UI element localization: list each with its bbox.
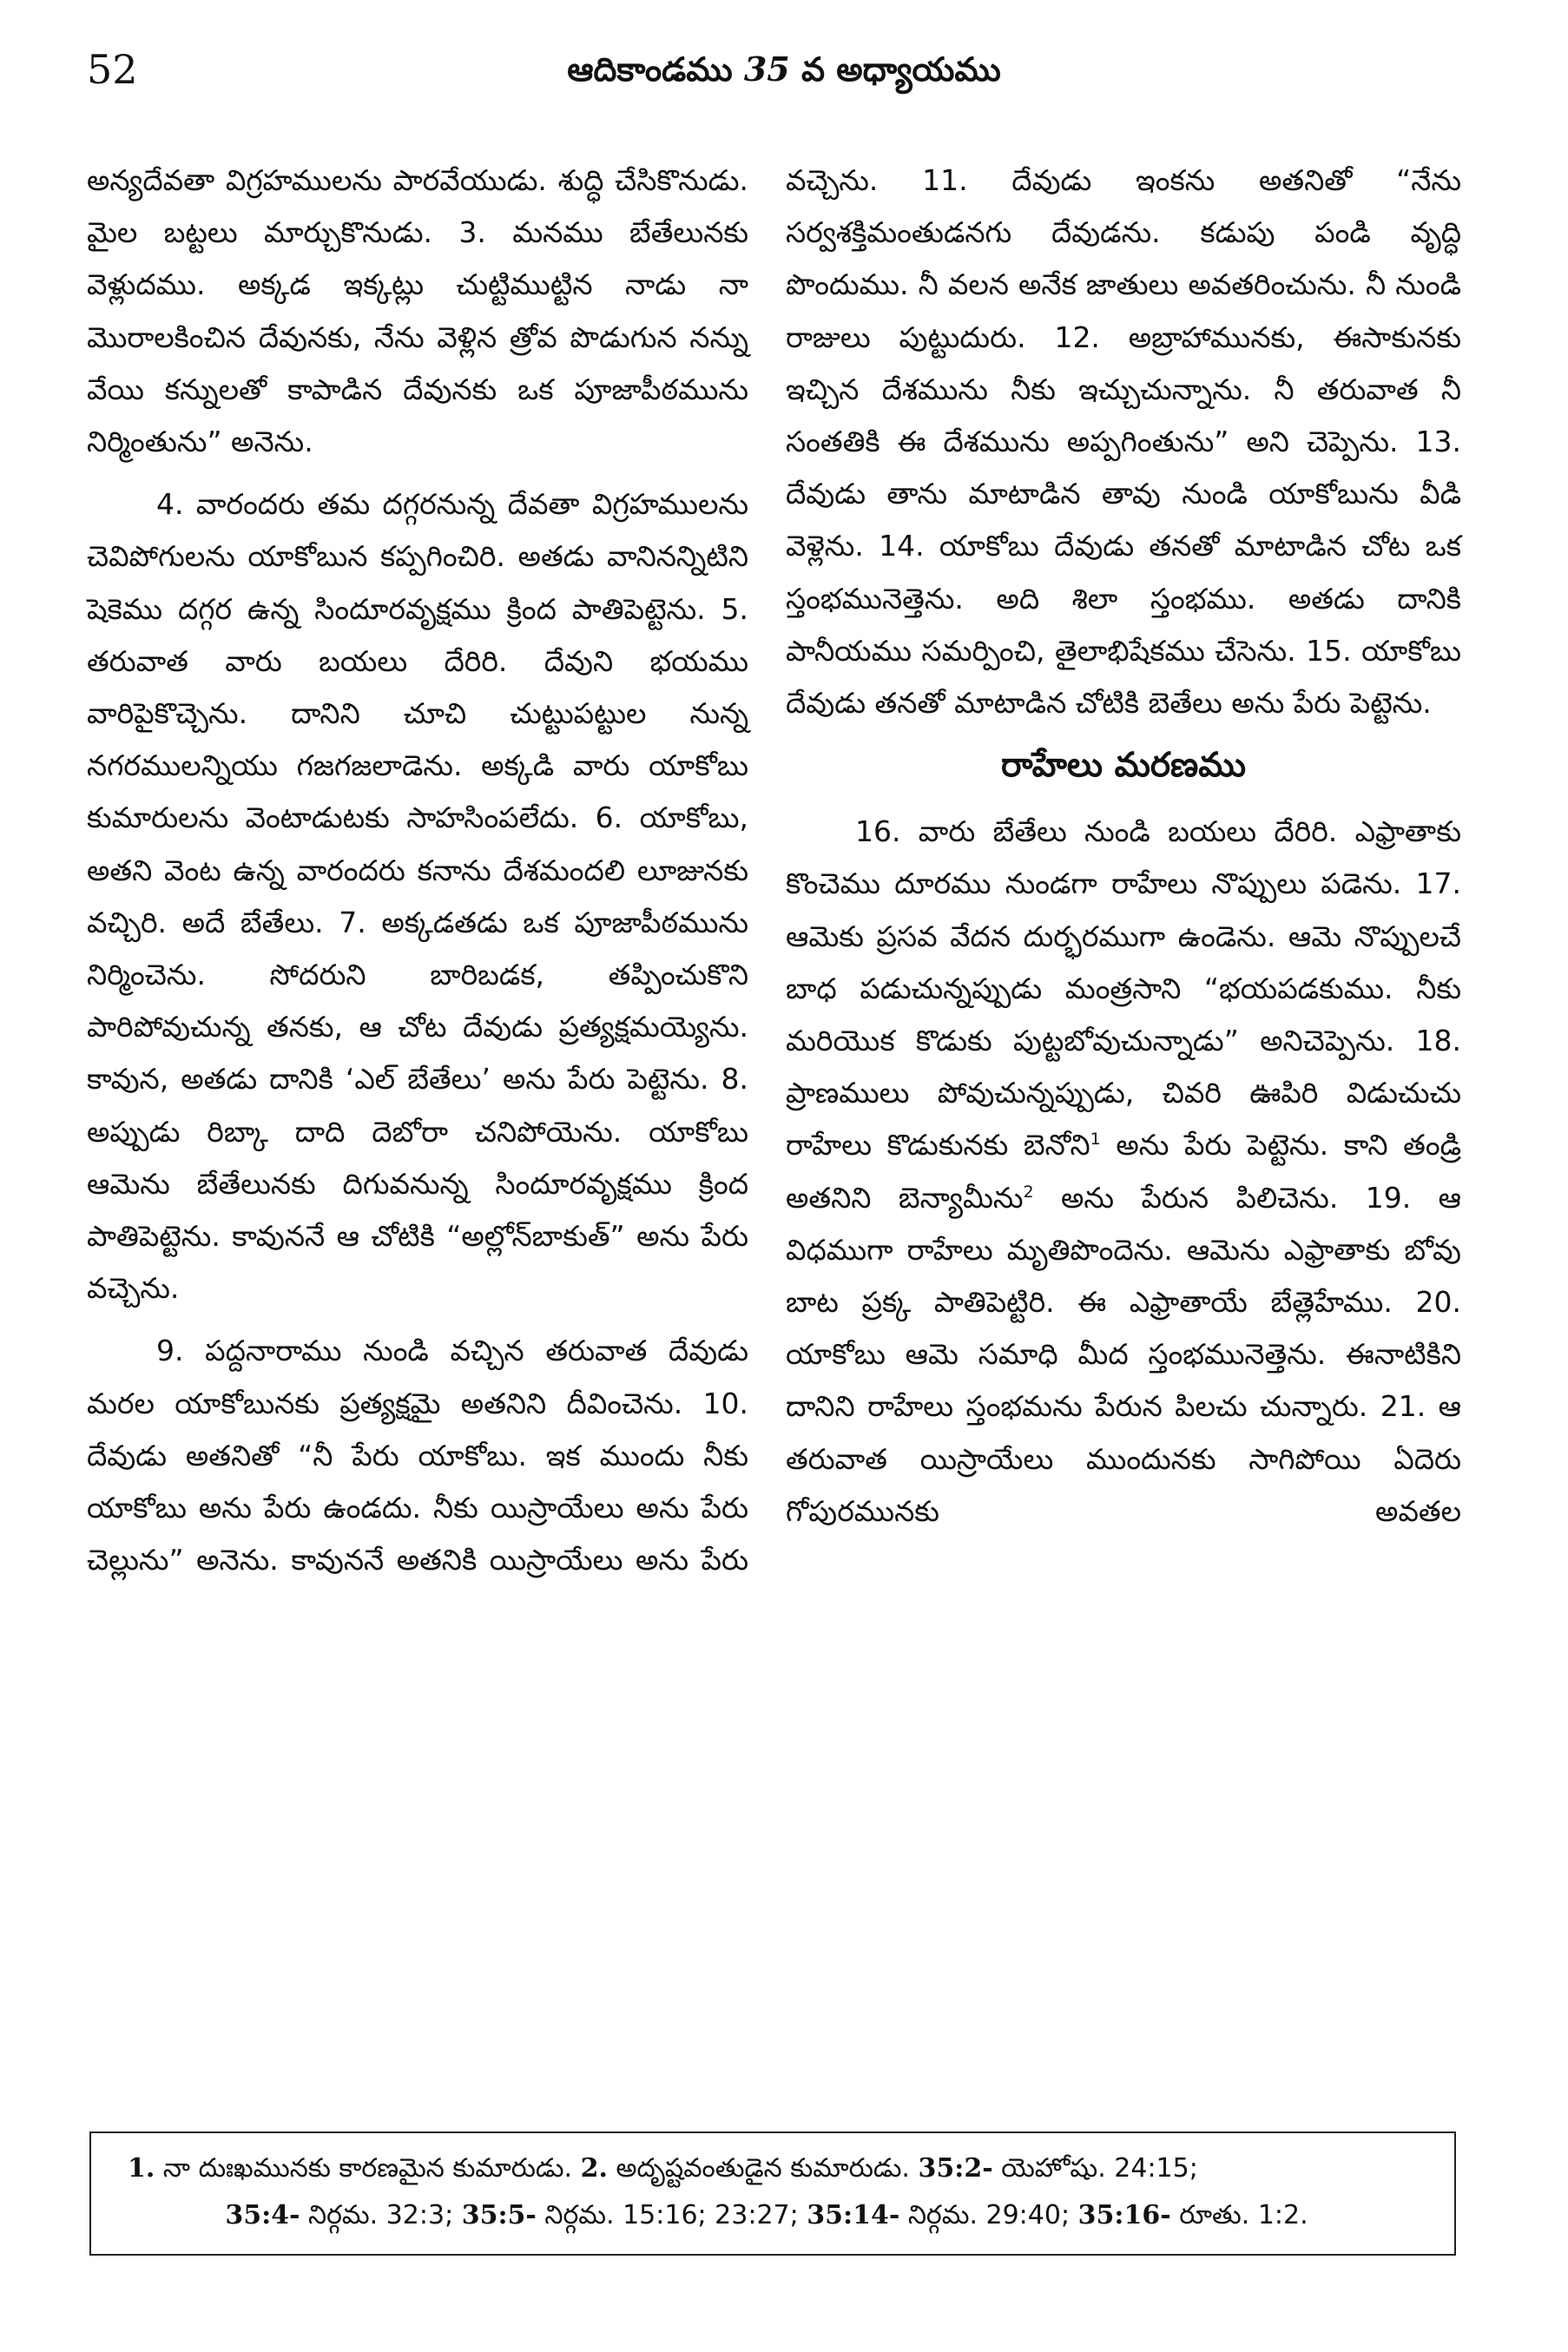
cross-reference-text: యెహోషు. 24:15;: [992, 2153, 1198, 2184]
footnote-line-1: [128, 2145, 1432, 2192]
right-paragraph-2-part-2: అను పేరు పెట్టెను. కాని తండ్రి అతనిని బెన్యామీను: [786, 1128, 1461, 1215]
cross-reference-text: రూతు. 1:2.: [1170, 2200, 1308, 2230]
footnote-text: నా దుఃఖమునకు కారణమైన కుమారుడు.: [155, 2153, 581, 2184]
chapter-number: 35: [743, 49, 790, 89]
running-title: [87, 43, 1481, 96]
footnotes-box: [89, 2131, 1456, 2256]
book-title: ఆదికాండము: [567, 50, 744, 89]
cross-reference-label: 35:4-: [225, 2200, 300, 2230]
cross-reference-text: నిర్గమ. 29:40;: [899, 2200, 1078, 2230]
left-paragraph-3: 9. పద్దనారాము నుండి వచ్చిన తరువాత దేవుడు మరల యాకోబునకు ప్రత్యక్షమై అతనిని దీవించెను. 10. దేవుడు అతనితో “నీ పేరు యాకోబు. ఇక ముందు నీకు యాకోబు అను పేరు ఉండదు. నీకు యిస్రాయేలు అను పేరు చెల్లును” అనెను. కావుననే అతనికి యిస్రాయేలు అను పేరు: [87, 1334, 748, 1578]
left-column: [87, 155, 748, 1586]
page-header: [87, 43, 1481, 104]
footnote-ref-2: 2: [1023, 1182, 1034, 1202]
left-paragraph-1: అన్యదేవతా విగ్రహములను పారవేయుడు. శుద్ధి చేసికొనుడు. మైల బట్టలు మార్చుకొనుడు. 3. మనము బేతేలునకు వెళ్లుదము. అక్కడ ఇక్కట్లు చుట్టిముట్టిన నాడు నా మొరాలకించిన దేవునకు, నేను వెళ్లిన త్రోవ పొడుగున నన్ను వేయి కన్నులతో కాపాడిన దేవునకు ఒక పూజాపీఠమును నిర్మింతును” అనెను.: [87, 163, 748, 459]
footnote-text: అదృష్టవంతుడైన కుమారుడు.: [607, 2153, 919, 2184]
right-paragraph-2-part-1: 16. వారు బేతేలు నుండి బయలు దేరిరి. ఎఫ్రాతాకు కొంచెము దూరము నుండగా రాహేలు నొప్పులు పడెను. 17. ఆమెకు ప్రసవ వేదన దుర్భరముగా ఉండెను. ఆమె నొప్పులచే బాధ పడుచున్నప్పుడు మంత్రసాని “భయపడకుము. నీకు మరియొక కొడుకు పుట్టబోవుచున్నాడు” అనిచెప్పెను. 18. ప్రాణములు పోవుచున్నప్పుడు, చివరి ఊపిరి విడుచుచు రాహేలు కొడుకునకు బెనోని: [786, 814, 1461, 1163]
chapter-suffix: వ అధ్యాయము: [789, 50, 1001, 89]
section-heading: రాహేలు మరణము: [1001, 746, 1246, 786]
footnote-label: 2.: [580, 2153, 608, 2184]
cross-reference-label: 35:2-: [918, 2153, 993, 2184]
cross-reference-label: 35:5-: [461, 2200, 537, 2230]
cross-reference-label: 35:16-: [1077, 2200, 1171, 2230]
cross-reference-text: నిర్గమ. 15:16; 23:27;: [536, 2200, 807, 2230]
footnote-label: 1.: [128, 2153, 155, 2184]
cross-reference-label: 35:14-: [807, 2200, 900, 2230]
right-column: [786, 155, 1461, 1538]
footnote-line-2: [128, 2192, 1432, 2239]
left-paragraph-2: 4. వారందరు తమ దగ్గరనున్న దేవతా విగ్రహములను చెవిపోగులను యాకోబున కప్పగించిరి. అతడు వానినన్నిటిని షెకెము దగ్గర ఉన్న సిందూరవృక్షము క్రింద పాతిపెట్టెను. 5. తరువాత వారు బయలు దేరిరి. దేవుని భయము వారిపైకొచ్చెను. దానిని చూచి చుట్టుపట్టుల నున్న నగరములన్నియు గజగజలాడెను. అక్కడి వారు యాకోబు కుమారులను వెంటాడుటకు సాహసింపలేదు. 6. యాకోబు, అతని వెంట ఉన్న వారందరు కనాను దేశమందలి లూజునకు వచ్చిరి. అదే బేతేలు. 7. అక్కడతడు ఒక పూజాపీఠమును నిర్మించెను. సోదరుని బారిబడక, తప్పించుకొని పారిపోవుచున్న తనకు, ఆ చోట దేవుడు ప్రత్యక్షమయ్యెను. కావున, అతడు దానికి ‘ఎల్ బేతేలు’ అను పేరు పెట్టెను. 8. అప్పుడు రిబ్కా దాది దెబోరా చనిపోయెను. యాకోబు ఆమెను బేతేలునకు దిగువనున్న సిందూరవృక్షము క్రింద పాతిపెట్టెను. కావుననే ఆ చోటికి “అల్లోన్‌బాకుత్” అను పేరు వచ్చెను.: [87, 487, 748, 1306]
right-paragraph-1: వచ్చెను. 11. దేవుడు ఇంకను అతనితో “నేను సర్వశక్తిమంతుడనగు దేవుడను. కడుపు పండి వృద్ధి పొందుము. నీ వలన అనేక జాతులు అవతరించును. నీ నుండి రాజులు పుట్టుదురు. 12. అబ్రాహామునకు, ఈసాకునకు ఇచ్చిన దేశమును నీకు ఇచ్చుచున్నాను. నీ తరువాత నీ సంతతికి ఈ దేశమును అప్పగింతును” అని చెప్పెను. 13. దేవుడు తాను మాటాడిన తావు నుండి యాకోబును వీడి వెళ్లెను. 14. యాకోబు దేవుడు తనతో మాటాడిన చోట ఒక స్తంభమునెత్తెను. అది శిలా స్తంభము. అతడు దానికి పానీయము సమర్పించి, తైలాభిషేకము చేసెను. 15. యాకోబు దేవుడు తనతో మాటాడిన చోటికి బెతేలు అను పేరు పెట్టెను.: [786, 163, 1461, 721]
cross-reference-text: నిర్గమ. 32:3;: [300, 2200, 462, 2230]
right-paragraph-2-part-3: అను పేరున పిలిచెను. 19. ఆ విధముగా రాహేలు మృతిపొందెను. ఆమెను ఎఫ్రాతాకు బోవు బాట ప్రక్క పాతిపెట్టిరి. ఈ ఎఫ్రాతాయే బేత్లెహేము. 20. యాకోబు ఆమె సమాధి మీద స్తంభమునెత్తెను. ఈనాటికిని దానిని రాహేలు స్తంభమను పేరున పిలచు చున్నారు. 21. ఆ తరువాత యిస్రాయేలు ముందునకు సాగిపోయి ఏదెరు గోపురమునకు అవతల: [786, 1180, 1462, 1528]
right-paragraph-2: [786, 806, 1461, 1538]
page-number: 52: [87, 46, 138, 93]
footnote-ref-1: 1: [1090, 1130, 1101, 1150]
